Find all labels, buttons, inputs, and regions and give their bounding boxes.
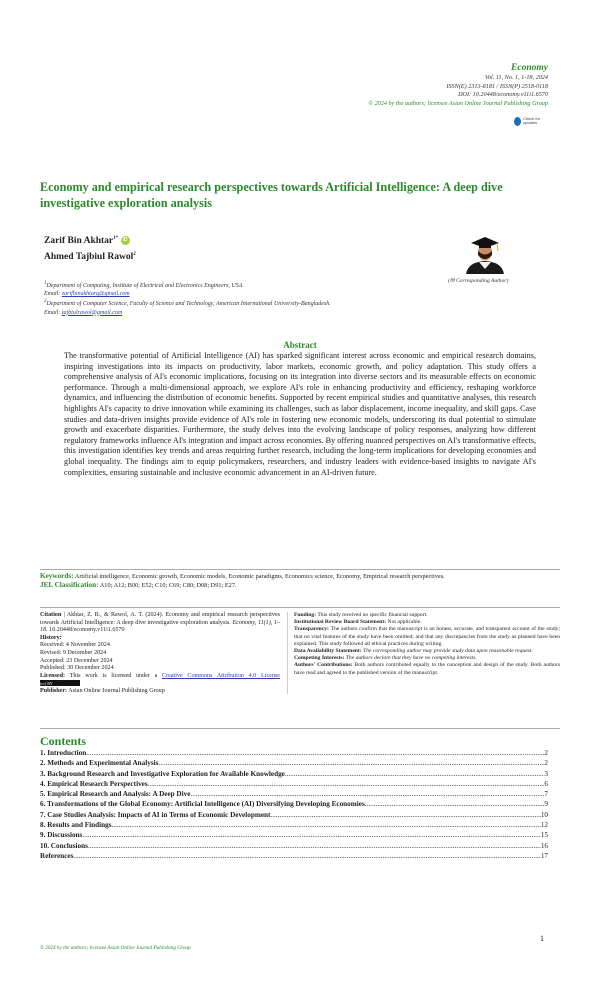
divider (40, 607, 560, 608)
toc-item[interactable] (40, 799, 548, 809)
affiliation-1-email-line (44, 290, 444, 298)
toc-item-label: 9. Discussions (40, 831, 83, 840)
toc-item[interactable] (40, 851, 548, 861)
toc-item-label: 2. Methods and Experimental Analysis (40, 759, 159, 768)
citation-doi[interactable]: 10.20448/economy.v11i1.6570 (49, 627, 125, 634)
abstract-heading: Abstract (283, 340, 317, 350)
author-1 (44, 232, 136, 248)
toc-item[interactable] (40, 758, 548, 768)
transparency-label: Transparency: (294, 626, 329, 633)
publisher-label: Publisher: (40, 688, 68, 695)
toc-item[interactable] (40, 841, 548, 851)
affiliation-2-sup: 2 (44, 299, 47, 305)
statements-column (294, 612, 560, 677)
license-line (40, 673, 280, 689)
citation-column (40, 612, 280, 696)
table-of-contents (40, 748, 548, 861)
contrib-label: Authors' Contributions: (294, 662, 353, 669)
history-accepted: Accepted: 23 December 2024 (40, 657, 113, 664)
volume-info: Vol. 11, No. 1, 1-18, 2024 (484, 74, 548, 81)
author-2-sup: 2 (133, 252, 136, 258)
toc-leader (148, 779, 545, 789)
keywords-block (40, 572, 560, 591)
license-link[interactable]: Creative Commons Attribution 4.0 License (162, 672, 280, 679)
history-published: Published: 30 December 2024 (40, 665, 114, 672)
author-2-name: Ahmed Tajbiul Rawol (44, 252, 134, 263)
toc-item-page: 6 (544, 779, 548, 788)
license-label: Licensed: (40, 672, 66, 679)
toc-item[interactable] (40, 779, 548, 789)
citation (40, 612, 280, 635)
author-1-sup: 1* (113, 236, 119, 241)
toc-item-page: 2 (544, 749, 548, 757)
toc-item-label: References (40, 851, 74, 860)
divider (40, 728, 560, 729)
affiliation-2-text: Department of Computer Science, Faculty of Science and Technology, American International University-Bangladesh. (46, 301, 331, 308)
toc-leader (88, 841, 541, 851)
toc-leader (112, 820, 541, 830)
toc-item[interactable] (40, 789, 548, 799)
jel-line (40, 581, 560, 590)
citation-label: Citation (40, 612, 62, 618)
abstract-text: The transformative potential of Artificial Intelligence (AI) has sparked significant interest across economic and empirical research domains, inspiring investigations into its impacts on productivity, labor markets, economic growth, and policy adaptation. This study offers a comprehensive analysis of AI's economic implications, focusing on its integration into diverse sectors and its measurable effects on economic performance. Through a multi-dimensional approach, we explore AI's role in enhancing productivity and efficiency, reshaping workforce dynamics, and influencing the distribution of economic benefits. Supported by recent empirical studies and quantitative analyses, this research highlights AI's capacity to drive innovation while examining its challenges, such as labor displacement, income inequality, and skill gaps. Case studies and data-driven insights provide evidence of AI's role in fostering new economic models, underscoring its dual potential to stimulate growth and exacerbate disparities. Furthermore, the study delves into the evolving landscape of policy responses, analyzing how different regulatory frameworks influence AI's integration and impact across economies. By offering nuanced perspectives on AI's transformative effects, this investigation identifies key trends and areas requiring further research, including the long-term implications for developing economies and global inequality. The findings aim to equip policymakers, researchers, and industry leaders with evidence-based insights to navigate AI's complexities, ensuring sustainable and inclusive economic advancement in an AI-driven future. (64, 351, 536, 477)
check-updates-label: Check for updates (522, 115, 541, 125)
toc-leader (270, 810, 540, 820)
page-number: 1 (540, 934, 544, 943)
data-availability-statement (294, 648, 560, 655)
toc-item-page: 9 (544, 800, 548, 809)
competing-text: The authors declare that they have no competing interests. (345, 655, 477, 662)
toc-item-label: 3. Background Research and Investigative Exploration for Available Knowledge (40, 769, 285, 778)
toc-item[interactable] (40, 769, 548, 779)
funding-statement (294, 612, 560, 619)
toc-item[interactable] (40, 810, 548, 820)
toc-leader (158, 758, 544, 768)
affiliation-2 (44, 298, 444, 308)
jel-text: A10; A12; B00; E52; C10; C69; C80; D08; D91; E27. (99, 582, 237, 590)
orcid-icon[interactable]: iD (122, 237, 128, 244)
data-label: Data Availability Statement: (294, 648, 362, 655)
funding-text: This study received no specific financial support. (317, 612, 428, 618)
competing-label: Competing Interests: (294, 655, 345, 662)
keywords-text: Artificial intelligence, Economic growth, Economic models, Economic paradigms, Economics science, Economy, Empirical research perspectives. (74, 573, 445, 580)
history-revised: Revised: 9 December 2024 (40, 649, 107, 656)
toc-item[interactable] (40, 748, 548, 758)
copyright-top: © 2024 by the authors; licensee Asian Online Journal Publishing Group (368, 99, 548, 107)
affiliation-1 (44, 280, 444, 290)
affiliation-1-sup: 1 (44, 281, 47, 286)
author-1-email-link[interactable]: zarifbinakhtarg@gmail.com (61, 291, 130, 298)
toc-item-label: 1. Introduction (40, 749, 87, 757)
author-photo (462, 232, 508, 274)
toc-item-label: 5. Empirical Research and Analysis: A Deep Dive (40, 790, 191, 799)
toc-leader (190, 789, 544, 799)
paper-title: Economy and empirical research perspectives towards Artificial Intelligence: A deep dive investigative exploration analysis (40, 180, 503, 210)
issn-info: ISSN(E) 2313-8181 / ISSN(P) 2518-0118 (446, 82, 548, 90)
keywords-line (40, 572, 560, 581)
toc-item-label: 6. Transformations of the Global Economy: Artificial Intelligence (AI) Diversifying Developing Economies (40, 800, 365, 809)
toc-item-page: 17 (540, 851, 548, 860)
contributions-statement (294, 662, 560, 676)
author-2 (44, 248, 136, 264)
history-received: Received: 4 November 2024 (40, 642, 110, 649)
keywords-label: Keywords: (40, 572, 74, 580)
data-text: The corresponding author may provide study data upon reasonable request. (363, 648, 533, 655)
transparency-statement (294, 626, 560, 648)
check-updates-icon (514, 117, 521, 126)
license-text: This work is licensed under a (69, 672, 158, 679)
contrib-text: Both authors contributed equally to the conception and design of the study. Both authors have read and agreed to the published version of the manuscript. (294, 662, 560, 676)
email-label: Email: (44, 309, 62, 316)
divider (40, 569, 560, 570)
toc-item-label: 10. Conclusions (40, 841, 88, 850)
journal-name: Economy (511, 63, 548, 73)
email-label: Email: (44, 291, 62, 298)
author-1-name: Zarif Bin Akhtar (44, 236, 114, 247)
toc-item-page: 15 (540, 831, 548, 840)
corresponding-note: (✉ Corresponding Author) (448, 278, 509, 284)
jel-label: JEL Classification: (40, 581, 99, 590)
toc-item-page: 7 (544, 790, 548, 799)
toc-item[interactable] (40, 820, 548, 830)
transparency-text: The authors confirm that the manuscript is an honest, accurate, and transparent account of the study; that no vital features of the study have been omitted; and that any discrepancies from the study as planned have been explained. This study followed all ethical practices during writing. (294, 626, 560, 647)
author-2-email-link[interactable]: tajbiulrawol@gmail.com (61, 309, 123, 316)
toc-item-label: 8. Results and Findings (40, 821, 112, 830)
toc-leader (365, 799, 545, 809)
affiliations (44, 280, 444, 317)
toc-item-label: 4. Empirical Research Perspectives (40, 779, 148, 788)
check-updates-badge[interactable] (514, 115, 548, 127)
irb-label: Institutional Review Board Statement: (294, 619, 387, 626)
author-list (44, 232, 136, 264)
toc-item[interactable] (40, 830, 548, 840)
publisher-text: Asian Online Journal Publishing Group (68, 688, 165, 695)
toc-item-page: 3 (544, 769, 548, 778)
toc-item-label: 7. Case Studies Analysis: Impacts of AI in Terms of Economic Development (40, 810, 271, 819)
contents-heading: Contents (40, 734, 87, 748)
history-label: History: (40, 634, 62, 641)
doi-info: DOI: 10.20448/economy.v11i1.6570 (458, 91, 548, 99)
footer-copyright: © 2024 by the authors; licensee Asian Online Journal Publishing Group (40, 945, 191, 951)
publisher-line (40, 688, 280, 696)
toc-item-page: 10 (540, 810, 548, 819)
toc-leader (86, 748, 544, 758)
funding-label: Funding: (294, 612, 317, 618)
irb-text: Not applicable. (387, 619, 422, 626)
citation-text: | Akhtar, Z. B., & Rawol, A. T. (2024). Economy and empirical research perspectives towards Artificial Intelligence: A deep dive investigative exploration analysis. (40, 612, 280, 626)
cc-by-badge[interactable] (40, 680, 80, 686)
journal-header (368, 62, 548, 108)
affiliation-1-text: Department of Computing, Institute of Electrical and Electronics Engineers, USA. (46, 283, 244, 289)
citation-journal: Economy, 11(1), 1–18. (40, 619, 280, 634)
toc-leader (82, 830, 540, 840)
toc-item-page: 2 (544, 759, 548, 768)
toc-item-page: 16 (540, 841, 548, 850)
column-divider (287, 612, 288, 694)
toc-item-page: 12 (540, 821, 548, 830)
cc-by-text: (cc) BY (40, 681, 53, 687)
affiliation-2-email-line (44, 309, 444, 317)
toc-leader (73, 851, 540, 861)
toc-leader (285, 769, 545, 779)
